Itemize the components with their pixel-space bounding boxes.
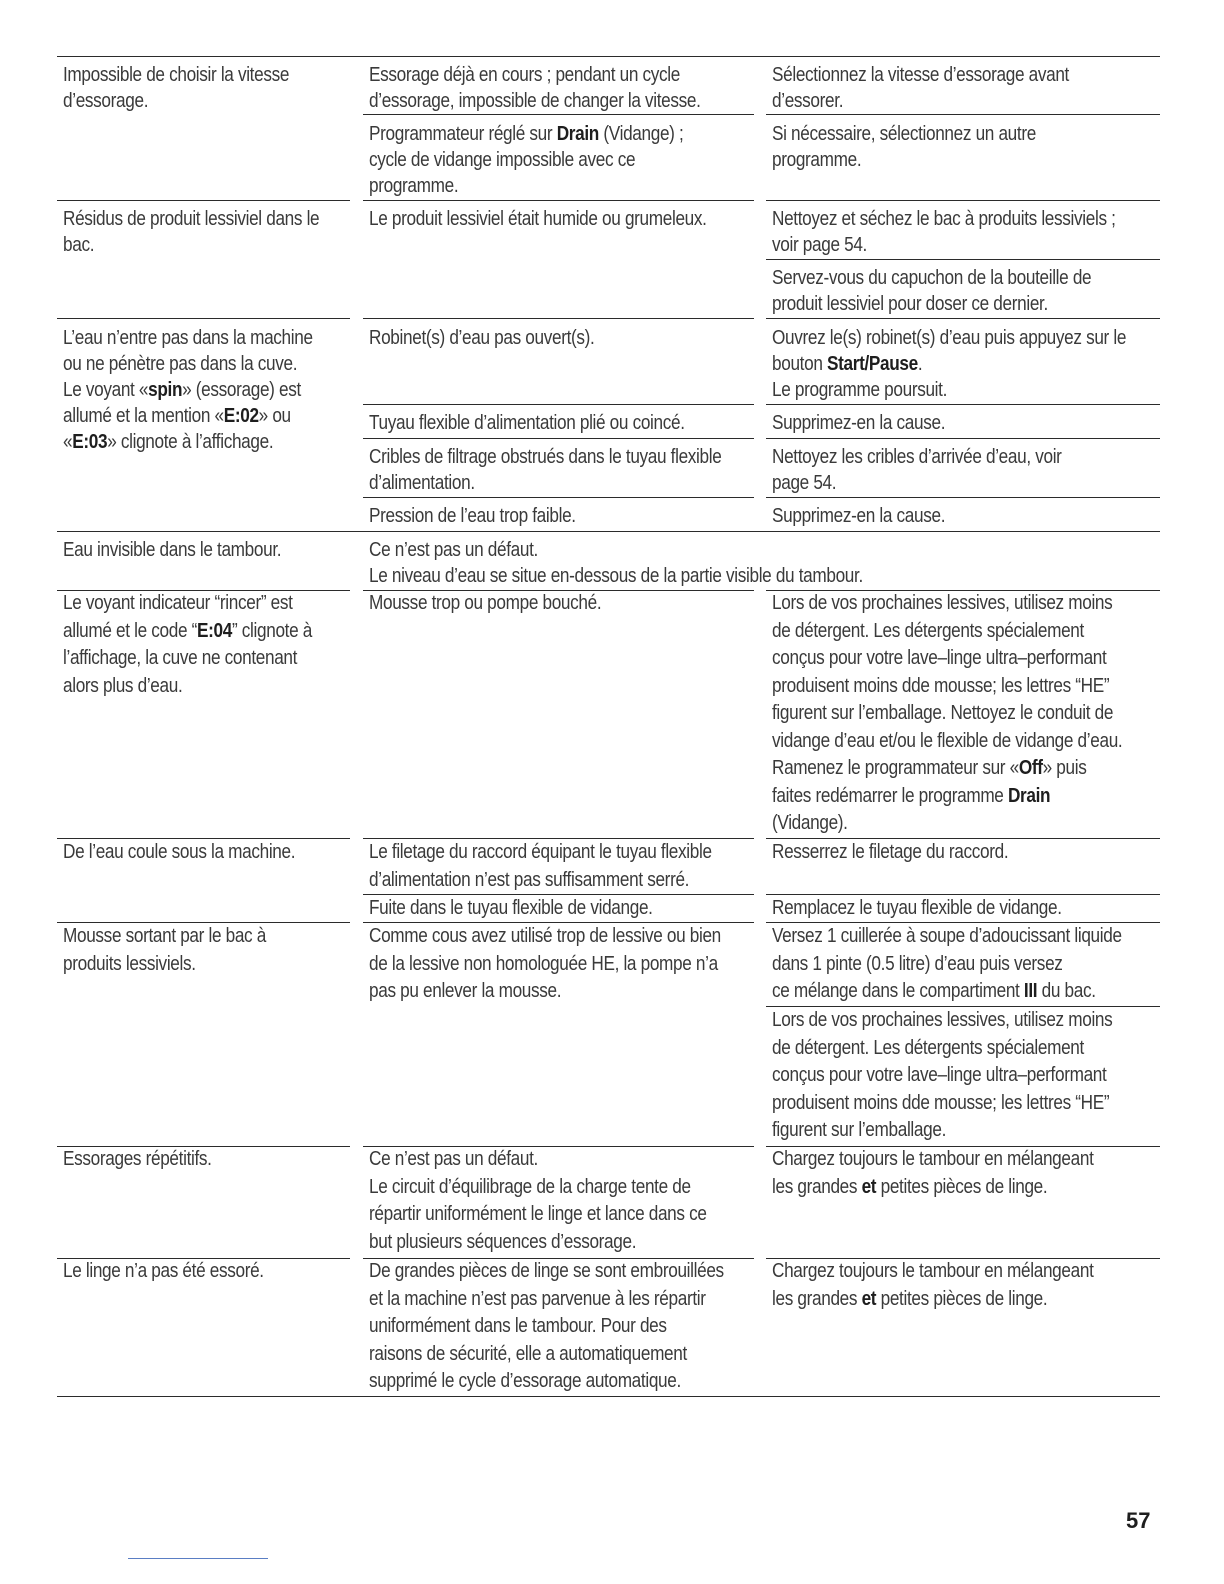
- text-line: faites redémarrer le programme Drain: [772, 784, 1051, 807]
- bold-term: Start/Pause: [826, 353, 918, 375]
- text-line: Programmateur réglé sur Drain (Vidange) ;: [369, 123, 684, 145]
- text-line: d’essorer.: [772, 90, 844, 112]
- cause-cell: [369, 325, 594, 351]
- text-line: Robinet(s) d’eau pas ouvert(s).: [369, 327, 595, 349]
- text-line: Mousse sortant par le bac à: [63, 925, 266, 947]
- text-line: Le voyant indicateur “rincer” est: [63, 592, 293, 614]
- text-line: programme.: [369, 175, 459, 197]
- bold-term: spin: [148, 379, 183, 401]
- text-line: L’eau n’entre pas dans la machine: [63, 327, 313, 349]
- cause-cell: [369, 839, 712, 894]
- cause-cell: [369, 1146, 707, 1256]
- text-line: Lors de vos prochaines lessives, utilisez moins: [772, 1009, 1113, 1031]
- text-line: d’essorage, impossible de changer la vitesse.: [369, 90, 701, 112]
- text-line: programme.: [772, 149, 862, 171]
- cause-cell: [369, 1258, 724, 1396]
- text-line: les grandes et petites pièces de linge.: [772, 1175, 1048, 1198]
- text-line: figurent sur l’emballage. Nettoyez le conduit de: [772, 702, 1114, 724]
- text-line: de détergent. Les détergents spécialement: [772, 619, 1084, 642]
- solution-cell: [772, 1258, 1094, 1313]
- solution-cell: [772, 1146, 1094, 1201]
- text-line: Fuite dans le tuyau flexible de vidange.: [369, 897, 653, 919]
- bold-term: et: [861, 1175, 877, 1198]
- problem-cell: [63, 1146, 212, 1174]
- text-line: Eau invisible dans le tambour.: [63, 539, 282, 561]
- text-line: allumé et le code “E:04” clignote à: [63, 619, 312, 642]
- text-line: produisent moins dde mousse; les lettres “HE”: [772, 674, 1110, 697]
- solution-cell: [772, 121, 1036, 173]
- text-line: ou ne pénètre pas dans la cuve.: [63, 353, 298, 375]
- cause-cell: [369, 62, 701, 114]
- text-line: Sélectionnez la vitesse d’essorage avant: [772, 64, 1069, 86]
- rule: [363, 438, 754, 439]
- rule: [766, 497, 1160, 498]
- cause-cell: [369, 590, 601, 618]
- rule: [766, 438, 1160, 439]
- problem-cell: [63, 923, 266, 978]
- solution-cell: [772, 206, 1116, 258]
- text-line: alors plus d’eau.: [63, 674, 183, 697]
- text-line: conçus pour votre lave–linge ultra–performant: [772, 1064, 1107, 1086]
- text-line: (Vidange).: [772, 812, 848, 834]
- text-line: pas pu enlever la mousse.: [369, 980, 562, 1002]
- rule: [766, 404, 1160, 405]
- cause-cell: [369, 410, 685, 436]
- table-top-rule: [57, 56, 1160, 57]
- text-line: dans 1 pinte (0.5 litre) d’eau puis versez: [772, 952, 1063, 975]
- text-line: Mousse trop ou pompe bouché.: [369, 592, 602, 614]
- footer-link-underline: [128, 1558, 268, 1559]
- text-line: Versez 1 cuillerée à soupe d’adoucissant liquide: [772, 925, 1122, 947]
- text-line: Ce n’est pas un défaut.: [369, 539, 538, 561]
- bold-term: Drain: [1007, 784, 1051, 807]
- text-line: Le circuit d’équilibrage de la charge tente de: [369, 1175, 691, 1198]
- text-line: allumé et la mention «E:02» ou: [63, 405, 291, 427]
- solution-cell: [772, 444, 1062, 496]
- rule: [363, 200, 754, 201]
- text-line: uniformément dans le tambour. Pour des: [369, 1315, 667, 1337]
- text-line: Essorages répétitifs.: [63, 1148, 212, 1170]
- text-line: Le programme poursuit.: [772, 379, 948, 401]
- problem-cell: [63, 839, 295, 867]
- text-line: Si nécessaire, sélectionnez un autre: [772, 123, 1036, 145]
- rule: [766, 259, 1160, 260]
- text-line: Ouvrez le(s) robinet(s) d’eau puis appuyez sur le: [772, 327, 1127, 349]
- solution-cell: [772, 895, 1062, 923]
- text-line: répartir uniformément le linge et lance dans ce: [369, 1203, 707, 1225]
- text-line: bac.: [63, 234, 95, 256]
- text-line: de la lessive non homologuée HE, la pompe n’a: [369, 952, 718, 975]
- text-line: ce mélange dans le compartiment III du bac.: [772, 980, 1096, 1002]
- text-line: Servez-vous du capuchon de la bouteille de: [772, 267, 1092, 289]
- text-line: Pression de l’eau trop faible.: [369, 505, 576, 527]
- rule: [363, 114, 754, 115]
- text-line: de détergent. Les détergents spécialement: [772, 1036, 1084, 1059]
- page-number: 57: [1126, 1508, 1151, 1533]
- solution-cell: [772, 62, 1069, 114]
- bold-term: et: [861, 1287, 877, 1310]
- problem-cell: [63, 537, 281, 563]
- text-line: «E:03» clignote à l’affichage.: [63, 431, 274, 453]
- rule: [363, 404, 754, 405]
- text-line: Ramenez le programmateur sur «Off» puis: [772, 757, 1087, 779]
- cause-cell: [369, 206, 707, 232]
- rule: [766, 114, 1160, 115]
- text-line: Lors de vos prochaines lessives, utilisez moins: [772, 592, 1113, 614]
- cause-cell: [369, 121, 683, 199]
- text-line: Chargez toujours le tambour en mélangeant: [772, 1148, 1094, 1170]
- text-line: vidange d’eau et/ou le flexible de vidange d’eau.: [772, 729, 1123, 752]
- solution-cell: [772, 410, 945, 436]
- text-line: Ce n’est pas un défaut.: [369, 1148, 538, 1170]
- rule: [57, 318, 350, 319]
- solution-cell: [772, 590, 1122, 838]
- text-line: but plusieurs séquences d’essorage.: [369, 1230, 637, 1253]
- solution-cell: [772, 325, 1126, 403]
- bold-term: III: [1023, 980, 1038, 1002]
- rule: [766, 318, 1160, 319]
- solution-cell: [772, 265, 1091, 317]
- text-line: page 54.: [772, 472, 837, 494]
- problem-cell: [63, 325, 313, 455]
- cause-cell: [369, 503, 576, 529]
- text-line: l’affichage, la cuve ne contenant: [63, 647, 298, 669]
- bold-term: Drain: [556, 123, 599, 145]
- text-line: d’essorage.: [63, 90, 149, 112]
- text-line: les grandes et petites pièces de linge.: [772, 1287, 1048, 1310]
- text-line: Le produit lessiviel était humide ou grumeleux.: [369, 208, 707, 230]
- text-line: d’alimentation n’est pas suffisamment serré.: [369, 868, 690, 891]
- bold-term: E:02: [223, 405, 259, 427]
- rule: [57, 531, 1160, 532]
- text-line: De grandes pièces de linge se sont embrouillées: [369, 1260, 724, 1282]
- text-line: Le filetage du raccord équipant le tuyau flexible: [369, 841, 712, 863]
- cause-cell: [369, 444, 721, 496]
- text-line: Supprimez-en la cause.: [772, 505, 946, 527]
- text-line: conçus pour votre lave–linge ultra–performant: [772, 647, 1107, 669]
- text-line: et la machine n’est pas parvenue à les répartir: [369, 1287, 706, 1310]
- problem-cell: [63, 62, 289, 114]
- rule: [766, 200, 1160, 201]
- text-line: produit lessiviel pour doser ce dernier.: [772, 293, 1048, 315]
- text-line: Résidus de produit lessiviel dans le: [63, 208, 320, 230]
- text-line: supprimé le cycle d’essorage automatique.: [369, 1370, 681, 1392]
- text-line: Impossible de choisir la vitesse: [63, 64, 290, 86]
- text-line: Tuyau flexible d’alimentation plié ou coincé.: [369, 412, 685, 434]
- text-line: produisent moins dde mousse; les lettres “HE”: [772, 1091, 1110, 1114]
- text-line: Essorage déjà en cours ; pendant un cycle: [369, 64, 680, 86]
- solution-cell: [772, 923, 1122, 1006]
- text-line: Nettoyez les cribles d’arrivée d’eau, voir: [772, 446, 1062, 468]
- rule: [363, 318, 754, 319]
- text-line: Supprimez-en la cause.: [772, 412, 946, 434]
- cause-solution-cell: [369, 537, 863, 589]
- bold-term: E:04: [197, 619, 232, 642]
- bold-term: Off: [1018, 757, 1043, 779]
- problem-cell: [63, 206, 319, 258]
- text-line: Resserrez le filetage du raccord.: [772, 841, 1009, 863]
- text-line: voir page 54.: [772, 234, 867, 256]
- text-line: produits lessiviels.: [63, 952, 196, 975]
- text-line: bouton Start/Pause.: [772, 353, 923, 375]
- bold-term: E:03: [72, 431, 108, 453]
- text-line: Le voyant «spin» (essorage) est: [63, 379, 301, 401]
- text-line: raisons de sécurité, elle a automatiquement: [369, 1342, 687, 1365]
- problem-cell: [63, 1258, 264, 1286]
- text-line: cycle de vidange impossible avec ce: [369, 149, 636, 171]
- table-bottom-rule: [57, 1396, 1160, 1397]
- text-line: figurent sur l’emballage.: [772, 1119, 947, 1141]
- solution-cell: [772, 1007, 1112, 1145]
- text-line: Chargez toujours le tambour en mélangeant: [772, 1260, 1094, 1282]
- problem-cell: [63, 590, 312, 700]
- solution-cell: [772, 503, 945, 529]
- rule: [363, 497, 754, 498]
- text-line: Comme cous avez utilisé trop de lessive ou bien: [369, 925, 721, 947]
- cause-cell: [369, 923, 721, 1006]
- solution-cell: [772, 839, 1008, 867]
- text-line: Nettoyez et séchez le bac à produits lessiviels ;: [772, 208, 1116, 230]
- text-line: d’alimentation.: [369, 472, 475, 494]
- text-line: Remplacez le tuyau flexible de vidange.: [772, 897, 1062, 919]
- cause-cell: [369, 895, 653, 923]
- text-line: Le linge n’a pas été essoré.: [63, 1260, 264, 1282]
- text-line: Le niveau d’eau se situe en-dessous de la partie visible du tambour.: [369, 565, 863, 587]
- text-line: Cribles de filtrage obstrués dans le tuyau flexible: [369, 446, 722, 468]
- rule: [57, 200, 350, 201]
- text-line: De l’eau coule sous la machine.: [63, 841, 296, 863]
